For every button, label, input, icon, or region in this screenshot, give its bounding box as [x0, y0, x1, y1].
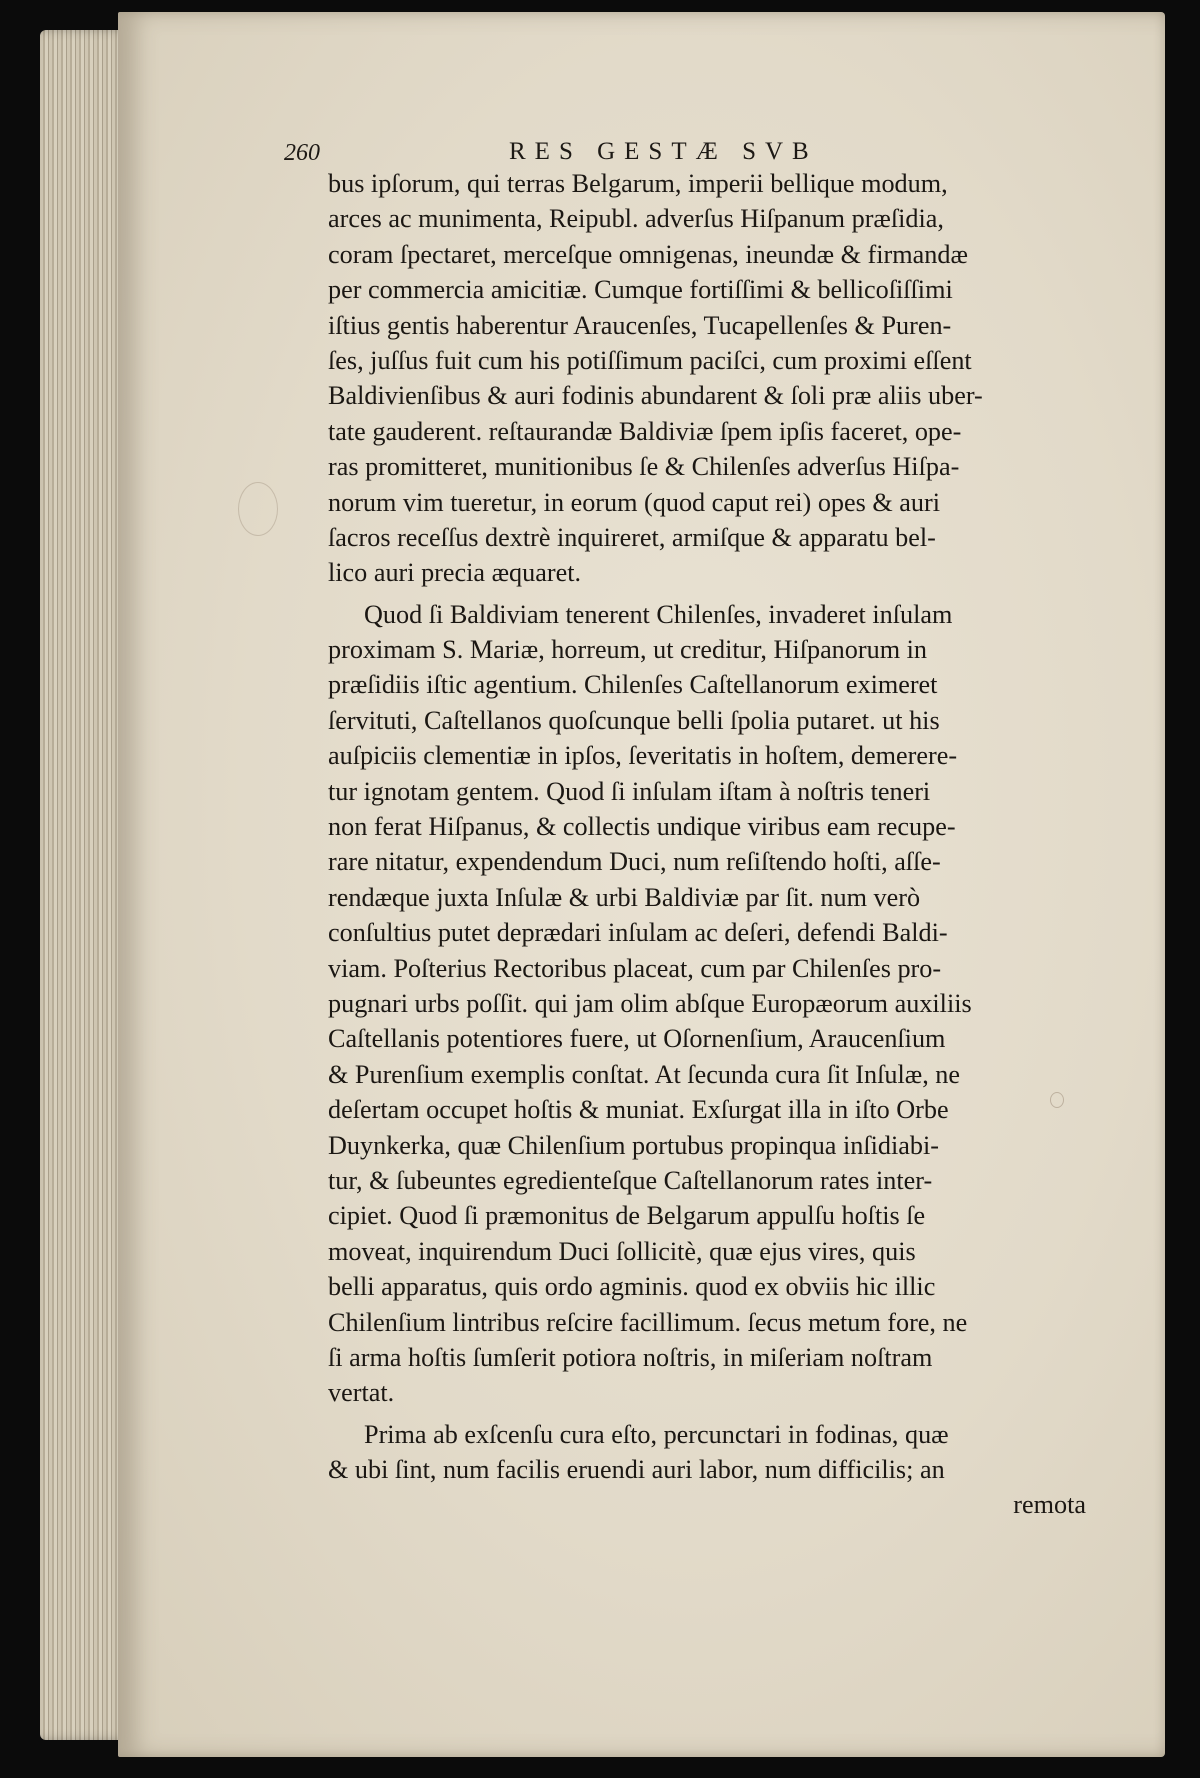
- text-line: non ferat Hiſpanus, & collectis undique viribus eam recupe-: [328, 812, 956, 842]
- text-line: coram ſpectaret, merceſque omnigenas, ineundæ & firmandæ: [328, 239, 968, 269]
- paragraph: [328, 1417, 1088, 1488]
- text-line: & Purenſium exemplis conſtat. At ſecunda cura ſit Inſulæ, ne: [328, 1059, 961, 1089]
- text-line: Chilenſium lintribus reſcire facillimum. ſecus metum fore, ne: [328, 1307, 968, 1337]
- text-line: pugnari urbs poſſit. qui jam olim abſque Europæorum auxiliis: [328, 988, 972, 1018]
- text-line: per commercia amicitiæ. Cumque fortiſſimi & bellicoſiſſimi: [328, 275, 953, 305]
- text-line: præſidiis iſtic agentium. Chilenſes Caſtellanorum eximeret: [328, 670, 938, 700]
- text-line: ras promitteret, munitionibus ſe & Chilenſes adverſus Hiſpa-: [328, 452, 960, 482]
- paragraph: [328, 597, 1088, 1411]
- text-line: Quod ſi Baldiviam tenerent Chilenſes, invaderet inſulam: [364, 599, 953, 629]
- catchword: remota: [1013, 1490, 1086, 1520]
- text-line: rare nitatur, expendendum Duci, num reſiſtendo hoſti, aſſe-: [328, 847, 941, 877]
- text-line: viam. Poſterius Rectoribus placeat, cum par Chilenſes pro-: [328, 953, 942, 983]
- text-line: ſacros receſſus dextrè inquireret, armiſque & apparatu bel-: [328, 522, 936, 552]
- text-line: auſpiciis clementiæ in ipſos, ſeveritatis in hoſtem, demerere-: [328, 741, 958, 771]
- text-line: ſes, juſſus fuit cum his potiſſimum paciſci, cum proximi eſſent: [328, 345, 972, 375]
- text-line: vertat.: [328, 1378, 395, 1408]
- text-line: tur, & ſubeuntes egredienteſque Caſtellanorum rates inter-: [328, 1165, 933, 1195]
- page-edges: [40, 30, 130, 1740]
- body-text: [328, 166, 1088, 1523]
- paragraph: [328, 166, 1088, 591]
- text-line: proximam S. Mariæ, horreum, ut creditur, Hiſpanorum in: [328, 635, 927, 665]
- running-title: RES GESTÆ SVB: [509, 138, 818, 165]
- text-line: conſultius putet deprædari inſulam ac deſeri, defendi Baldi-: [328, 918, 948, 948]
- paper-stain: [238, 482, 278, 536]
- text-line: belli apparatus, quis ordo agminis. quod ex obviis hic illic: [328, 1272, 936, 1302]
- text-line: tur ignotam gentem. Quod ſi inſulam iſtam à noſtris teneri: [328, 776, 931, 806]
- text-line: ſi arma hoſtis ſumſerit potiora noſtris, in miſeriam noſtram: [328, 1342, 933, 1372]
- text-line: Duynkerka, quæ Chilenſium portubus propinqua inſidiabi-: [328, 1130, 939, 1160]
- text-line: Baldivienſibus & auri fodinis abundarent & ſoli præ aliis uber-: [328, 381, 983, 411]
- text-line: lico auri precia æquaret.: [328, 558, 582, 588]
- text-line: Caſtellanis potentiores fuere, ut Oſornenſium, Araucenſium: [328, 1024, 946, 1054]
- text-line: & ubi ſint, num facilis eruendi auri labor, num difficilis; an: [328, 1455, 945, 1485]
- text-line: cipiet. Quod ſi præmonitus de Belgarum appulſu hoſtis ſe: [328, 1201, 926, 1231]
- text-line: norum vim tueretur, in eorum (quod caput rei) opes & auri: [328, 487, 941, 517]
- text-line: Prima ab exſcenſu cura eſto, percunctari in fodinas, quæ: [364, 1419, 949, 1449]
- text-line: ſervituti, Caſtellanos quoſcunque belli ſpolia putaret. ut his: [328, 705, 940, 735]
- text-line: rendæque juxta Inſulæ & urbi Baldiviæ par ſit. num verò: [328, 882, 921, 912]
- text-line: iſtius gentis haberentur Araucenſes, Tucapellenſes & Puren-: [328, 310, 952, 340]
- text-line: moveat, inquirendum Duci ſollicitè, quæ ejus vires, quis: [328, 1236, 916, 1266]
- text-line: bus ipſorum, qui terras Belgarum, imperii bellique modum,: [328, 169, 948, 198]
- text-line: tate gauderent. reſtaurandæ Baldiviæ ſpem ipſis faceret, ope-: [328, 416, 962, 446]
- text-line: arces ac munimenta, Reipubl. adverſus Hiſpanum præſidia,: [328, 204, 944, 234]
- page-number: 260: [284, 140, 320, 166]
- text-line: deſertam occupet hoſtis & muniat. Exſurgat illa in iſto Orbe: [328, 1095, 949, 1125]
